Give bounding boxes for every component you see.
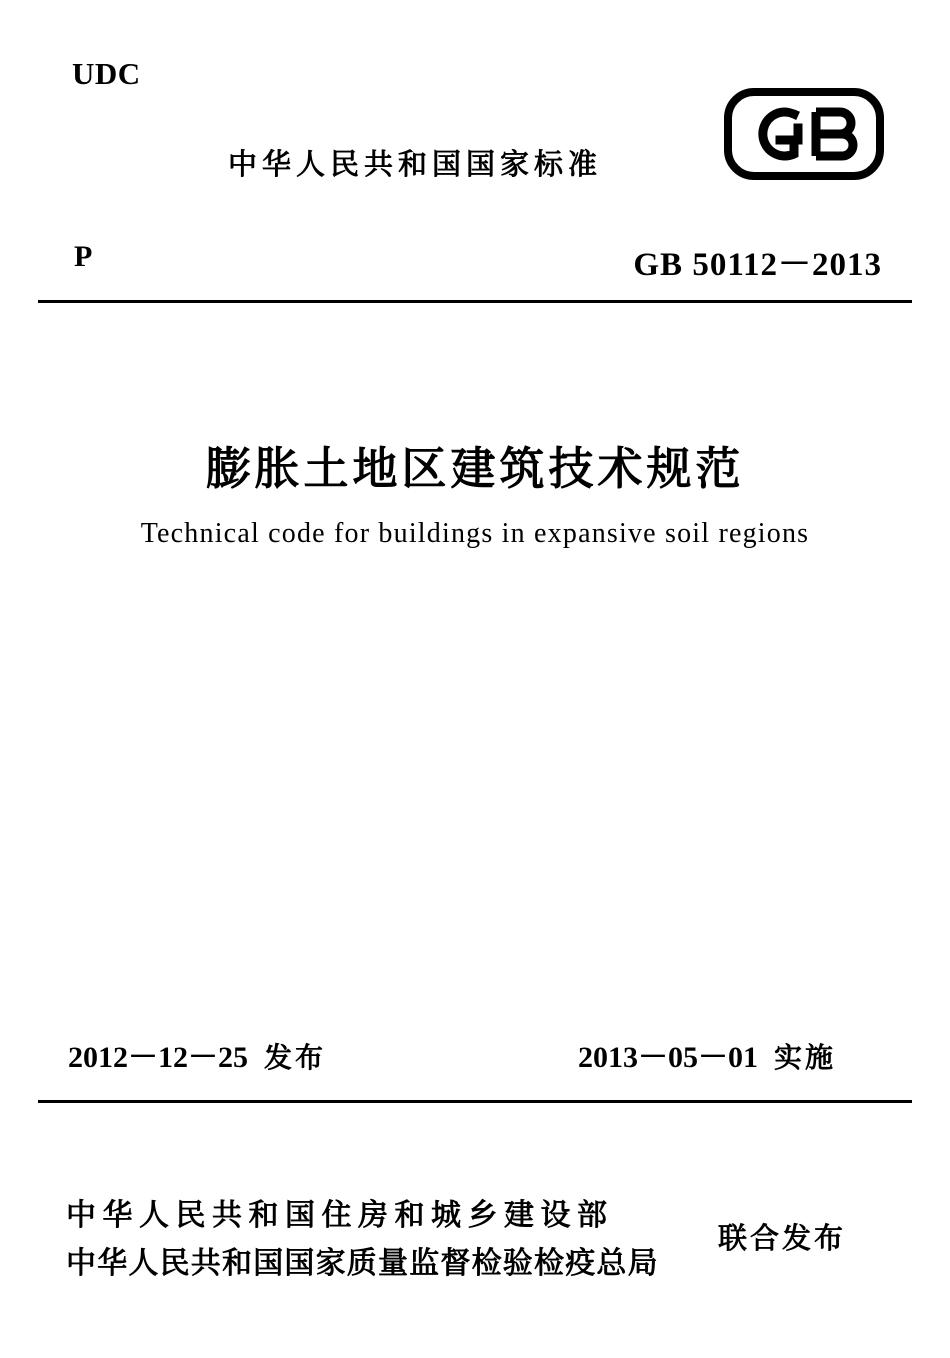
udc-label: UDC xyxy=(72,56,141,91)
header-divider-rule xyxy=(38,300,912,303)
footer-divider-rule xyxy=(38,1100,912,1103)
national-standard-heading: 中华人民共和国国家标准 xyxy=(228,147,603,181)
issue-date-label: 发布 xyxy=(264,1041,327,1074)
effective-date-block xyxy=(578,1032,836,1076)
publisher-line-1: 中华人民共和国住房和城乡建设部 xyxy=(66,1198,614,1233)
standard-class-letter: P xyxy=(74,240,93,273)
publisher-line-2: 中华人民共和国国家质量监督检验检疫总局 xyxy=(66,1246,659,1281)
publisher-block xyxy=(66,1192,659,1288)
issue-date-block xyxy=(68,1032,326,1076)
joint-issue-label: 联合发布 xyxy=(718,1221,847,1255)
standard-number: GB 50112－2013 xyxy=(633,247,882,283)
effective-date-value: 2013－05－01 xyxy=(578,1041,758,1074)
gb-logo-icon xyxy=(724,88,884,180)
issue-date-value: 2012－12－25 xyxy=(68,1041,248,1074)
title-chinese: 膨胀土地区建筑技术规范 xyxy=(205,442,745,495)
effective-date-label: 实施 xyxy=(774,1041,837,1074)
title-english: Technical code for buildings in expansive soil regions xyxy=(140,518,810,549)
